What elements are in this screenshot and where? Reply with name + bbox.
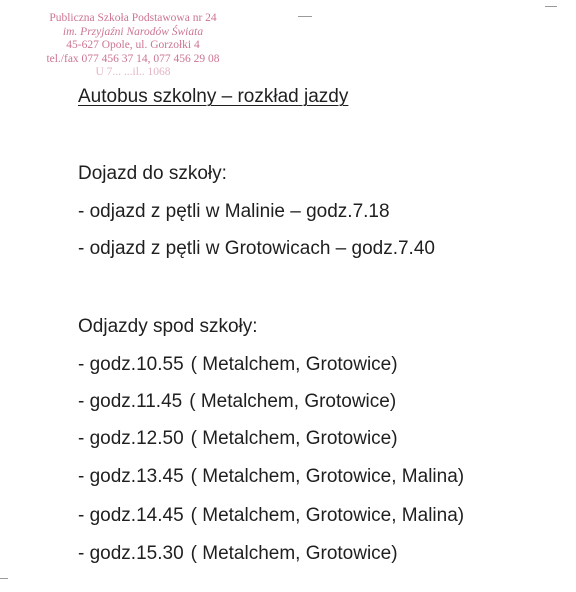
departure-time: - godz.13.45 bbox=[78, 466, 184, 487]
departure-item bbox=[78, 391, 396, 413]
stamp-patron: im. Przyjaźni Narodów Świata bbox=[62, 25, 204, 38]
departure-route: ( Metalchem, Grotowice, Malina) bbox=[190, 505, 465, 526]
school-stamp bbox=[22, 12, 244, 80]
departure-route: ( Metalchem, Grotowice) bbox=[190, 354, 398, 375]
departure-item bbox=[78, 354, 398, 376]
arrival-item: - odjazd z pętli w Grotowicach – godz.7.40 bbox=[78, 238, 435, 259]
scan-mark-left-edge bbox=[0, 578, 8, 579]
scan-mark-top-right bbox=[298, 16, 312, 17]
departure-item bbox=[78, 466, 464, 488]
stamp-school-name: Publiczna Szkoła Podstawowa nr 24 bbox=[49, 12, 217, 24]
arrival-item: - odjazd z pętli w Malinie – godz.7.18 bbox=[78, 201, 390, 222]
scan-mark-corner bbox=[545, 6, 557, 7]
departure-route: ( Metalchem, Grotowice, Malina) bbox=[190, 466, 465, 487]
departure-item bbox=[78, 505, 464, 527]
arrivals-heading: Dojazd do szkoły: bbox=[78, 163, 227, 184]
departure-time: - godz.12.50 bbox=[78, 428, 184, 449]
departure-time: - godz.14.45 bbox=[78, 505, 184, 526]
document-title: Autobus szkolny – rozkład jazdy bbox=[78, 86, 349, 107]
departure-item bbox=[78, 428, 398, 450]
stamp-ids: U 7... ...il.. 1068 bbox=[95, 66, 171, 78]
stamp-address: 45-627 Opole, ul. Gorzołki 4 bbox=[66, 39, 200, 51]
departure-item bbox=[78, 543, 398, 565]
departure-time: - godz.10.55 bbox=[78, 354, 184, 375]
departure-route: ( Metalchem, Grotowice) bbox=[190, 543, 398, 564]
departure-time: - godz.11.45 bbox=[78, 391, 183, 412]
stamp-phone: tel./fax 077 456 37 14, 077 456 29 08 bbox=[46, 52, 220, 65]
departures-heading: Odjazdy spod szkoły: bbox=[78, 316, 258, 337]
departure-route: ( Metalchem, Grotowice) bbox=[190, 428, 398, 449]
departure-route: ( Metalchem, Grotowice) bbox=[189, 391, 397, 412]
departure-time: - godz.15.30 bbox=[78, 543, 184, 564]
